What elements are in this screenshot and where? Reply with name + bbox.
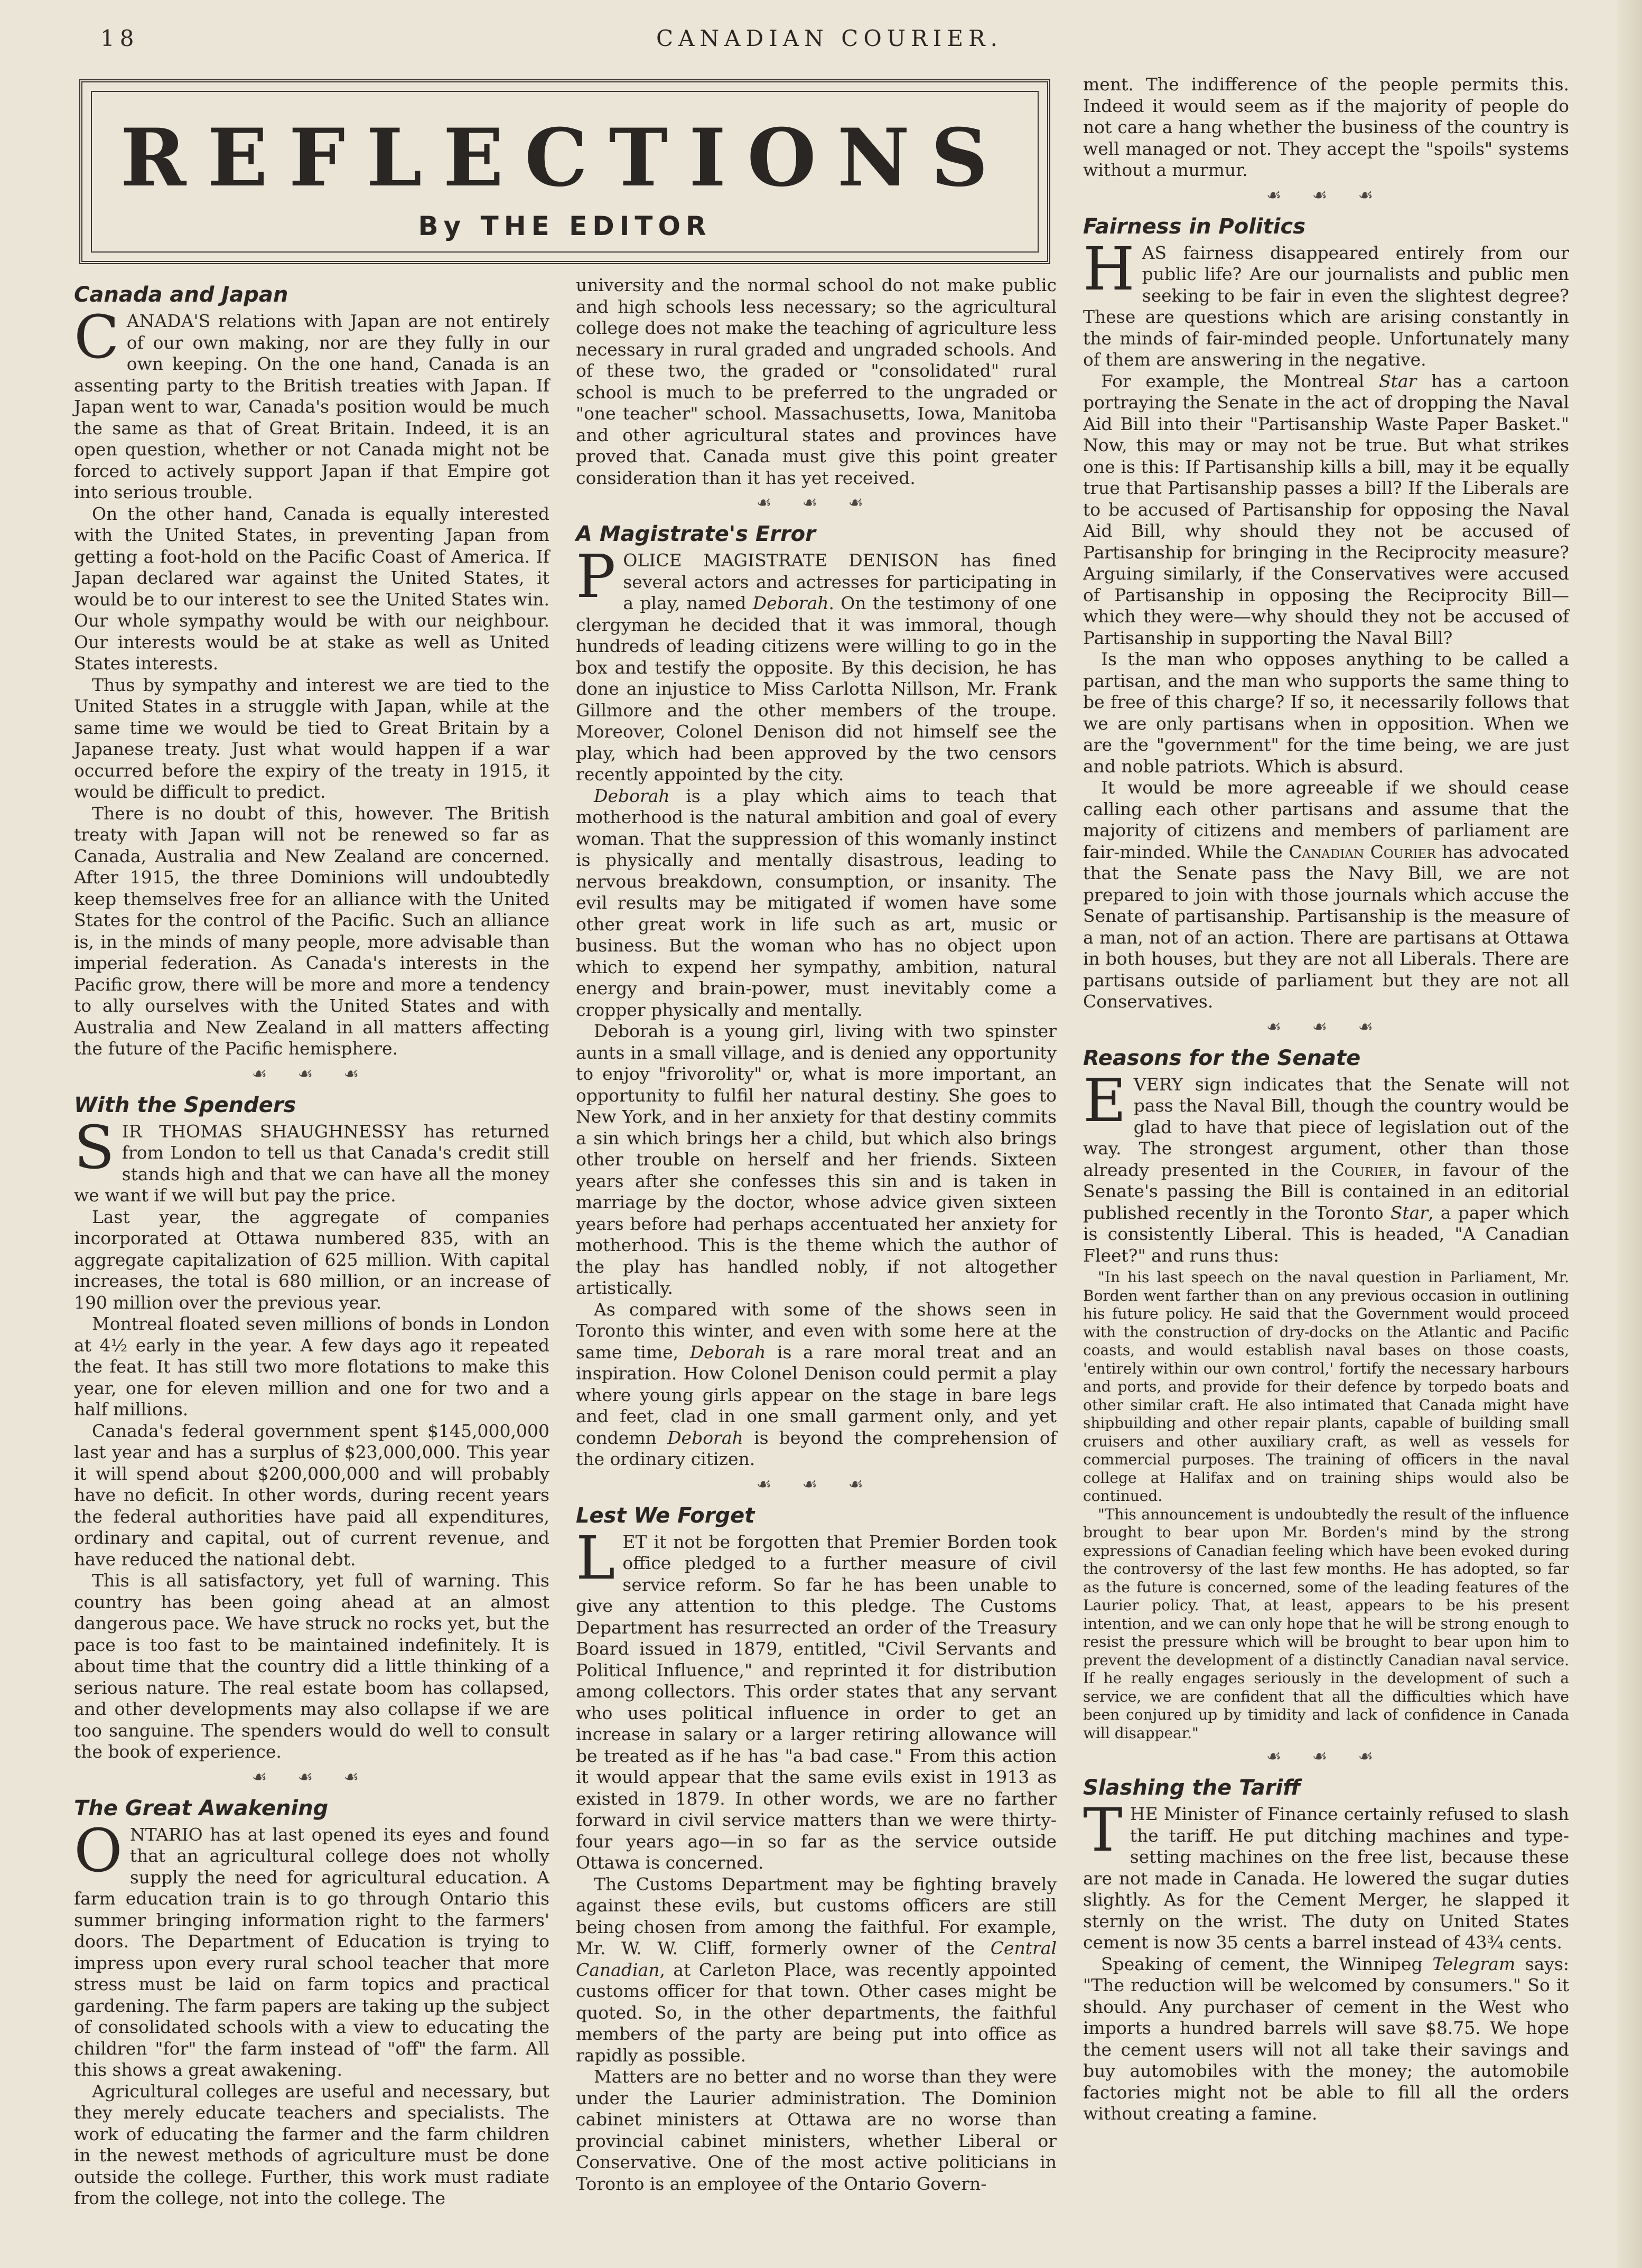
- masthead-box: [79, 79, 1050, 264]
- paragraph-text: , a paper which is consistently Liberal. This is headed, "A Canadian Fleet?" and runs thus:: [1083, 1202, 1569, 1266]
- paragraph: [1083, 235, 1569, 371]
- paragraph: Canada's federal government spent $145,000,000 last year and has a surplus of $23,000,000. This year it will spend about $200,000,000 and will probably have no deficit. In other words, during recent years the federal authorities have paid all expenditures, ordinary and capital, out of current revenue, and have reduced the national debt.: [74, 1420, 549, 1570]
- paragraph: There is no doubt of this, however. The British treaty with Japan will not be renewed so far as Canada, Australia and New Zealand are concerned. After 1915, the three Dominions will undoubtedly keep themselves free for an alliance with the United States for the control of the Pacific. Such an alliance is, in the minds of many people, more advisable than imperial federation. As Canada's interests in the Pacific grow, there will be more and more a tendency to ally ourselves with the United States and with Australia and New Zealand in all matters affecting the future of the Pacific hemisphere.: [74, 802, 549, 1059]
- paragraph-text: has a cartoon portraying the Senate in the act of dropping the Naval Aid Bill into their "Partisanship Waste Paper Basket." Now, this may or may not be true. But what strikes one is this: If Partisanship kills a bill, may it be equally true that Partisanship passes a bill? If the Liberals are to be accused of Partisanship for opposing the Naval Aid Bill, why should they not be accused of Partisanship for bringing in the Reciprocity measure? Arguing similarly, if the Conservatives were accused of Partisanship in opposing the Reciprocity Bill—which they were—why should they not be accused of Partisanship in supporting the Naval Bill?: [1083, 370, 1569, 648]
- paragraph: [1083, 1954, 1569, 2125]
- paragraph: [1083, 777, 1569, 1013]
- drop-cap: H: [1083, 235, 1135, 304]
- paragraph: [1083, 371, 1569, 649]
- paragraph: Last year, the aggregate of companies incorporated at Ottawa numbered 835, with an aggregate capitalization of 625 million. With capital increases, the total is 680 million, or an increase of 190 million over the previous year.: [74, 1206, 549, 1313]
- block-quote: [1083, 1268, 1569, 1742]
- drop-cap: E: [1083, 1066, 1126, 1135]
- newspaper-title: Star: [1378, 370, 1417, 391]
- paragraph-text: has advocated that the Senate pass the Navy Bill, we are not prepared to join with those journals which accuse the Senate of partisanship. Partisanship is the measure of a man, not of an action. There are partisans at Ottawa in both houses, but they are not all Liberals. There are partisans outside of parliament but they are not all Conservatives.: [1083, 841, 1569, 1012]
- paragraph: On the other hand, Canada is equally interested with the United States, in preventing Japan from getting a foot-hold on the Pacific Coast of America. If Japan declared war against the United States, it would be to our interest to see the United States win. Our whole sympathy would be with our neighbour. Our interests would be at stake as well as United States interests.: [74, 503, 549, 674]
- section-heading: A Magistrate's Error: [576, 522, 816, 546]
- section-ornament: ☙ ☙ ☙: [1266, 184, 1386, 205]
- section-heading: Canada and Japan: [74, 283, 288, 307]
- masthead-byline: By THE EDITOR: [418, 211, 712, 241]
- paragraph-text: It would be more agreeable if we should cease calling each other partisans and assume that the majority of citizens and members of parliament are fair-minded. While the: [1083, 777, 1569, 862]
- play-title: Deborah: [752, 593, 829, 613]
- paragraph: [576, 786, 1057, 1021]
- paragraph-text: . On the testimony of one clergyman he decided that it was immoral, though hundreds of leading citizens were willing to go in the box and testify the opposite. By this decision, he has done an injustice to Miss Carlotta Nillson, Mr. Frank Gillmore and the other members of the troupe. Moreover, Colonel Denison did not himself see the play, which had been approved by the two censors recently appointed by the city.: [576, 593, 1057, 785]
- paragraph: [576, 543, 1057, 786]
- section-ornament: ☙ ☙ ☙: [251, 1063, 372, 1084]
- section-heading: The Great Awakening: [74, 1796, 329, 1821]
- paragraph-text: AS fairness disappeared entirely from our public life? Are our journalists and public men seeking to be fair in even the slightest degree? These are questions which are arising constantly in the minds of fair-minded people. Unfortunately many of them are answering in the negative.: [1083, 242, 1569, 370]
- paragraph: Agricultural colleges are useful and necessary, but they merely educate teachers and specialists. The work of educating the farmer and the farm children in the newest methods of agriculture must be done outside the college. Further, this work must radiate from the college, not into the college. The: [74, 2080, 549, 2208]
- section-heading: Lest We Forget: [576, 1503, 755, 1528]
- drop-cap: S: [74, 1113, 115, 1182]
- section-heading: Fairness in Politics: [1083, 214, 1305, 239]
- page-number: 18: [100, 25, 139, 51]
- paragraph-text: The Customs Department may be fighting bravely against these evils, but customs officers are still being chosen from among the faithful. For example, Mr. W. W. Cliff, formerly owner of the: [576, 1873, 1057, 1958]
- paragraph-text: , at Carleton Place, was recently appointed customs officer for that town. Other cases might be quoted. So, in the other departments, the faithful members of the party are being put into office as rapidly as possible.: [576, 1959, 1057, 2066]
- paragraph-text: VERY sign indicates that the Senate will not pass the Naval Bill, though the country would be glad to have that piece of legislation out of the way. The strongest argument, other than those already presented in the: [1083, 1074, 1569, 1180]
- paragraph-text: , in favour of the Senate's passing the Bill is contained in an editorial published recently in the Toronto: [1083, 1159, 1569, 1223]
- paragraph-text: is a play which aims to teach that motherhood is the natural ambition and goal of every woman. That the suppression of this womanly instinct is physically and mentally disastrous, leading to nervous breakdown, consumption, or insanity. The evil results may be mitigated if women have some other great work in life such as art, music or business. But the woman who has no object upon which to expend her sympathy, ambition, natural energy and brain-power, must inevitably come a cropper physically and mentally.: [576, 785, 1057, 1020]
- drop-cap: C: [74, 303, 119, 372]
- section-ornament: ☙ ☙ ☙: [251, 1766, 372, 1787]
- page-crease: [1617, 0, 1642, 2268]
- paragraph: [576, 1299, 1057, 1470]
- paragraph-text: HE Minister of Finance certainly refused to slash the tariff. He put ditching machines and type-setting machines on the free list, because these are not made in Canada. He lowered the sugar duties slightly. As for the Cement Merger, he slapped it sternly on the wrist. The duty on United States cement is now 35 cents a barrel instead of 43¾ cents.: [1083, 1804, 1569, 1953]
- paragraph-text: ANADA'S relations with Japan are not entirely of our own making, nor are they fully in our own keeping. On the one hand, Canada is an assenting party to the British treaties with Japan. If Japan went to war, Canada's position would be much the same as that of Great Britain. Indeed, it is an open question, whether or not Canada might not be forced to actively support Japan if that Empire got into serious trouble.: [74, 311, 549, 502]
- paragraph: Is the man who opposes anything to be called a partisan, and the man who supports the same thing to be free of this charge? If so, it necessarily follows that we are only partisans when in opposition. When we are the "government" for the time being, we are just and noble patriots. Which is absurd.: [1083, 649, 1569, 777]
- section-ornament: ☙ ☙ ☙: [1266, 1746, 1386, 1766]
- quote-paragraph: "This announcement is undoubtedly the result of the influence brought to bear upon Mr. Borden's mind by the strong expressions of Canadian feeling which have been evoked during the controversy of the last few months. He has adopted, so far as the future is concerned, some of the leading features of the Laurier policy. That, at least, appears to be his present intention, and we can only hope that he will be strong enough to resist the pressure which will be brought to bear upon him to prevent the development of a distinctly Canadian naval service. If he really engages seriously in the development of such a service, we are confident that all the difficulties which have been conjured up by timidity and lack of confidence in Canada will disappear.": [1083, 1505, 1569, 1742]
- paragraph: Deborah is a young girl, living with two spinster aunts in a small village, and is denied any opportunity to enjoy "frivorolity" or, what is more important, an opportunity to fulfil her natural destiny. She goes to New York, and in her anxiety for that destiny commits a sin which brings her a child, but which also brings other trouble on herself and her friends. Sixteen years after she confesses this sin and is taken in marriage by the doctor, whose advice given sixteen years before had perhaps accentuated her anxiety for motherhood. This is the theme which the author of the play has handled nobly, if not altogether artistically.: [576, 1021, 1057, 1298]
- paragraph-text: ET it not be forgotten that Premier Borden took office pledged to a further measure of civil service reform. So far he has been unable to give any attention to this pledge. The Customs Department has resurrected an order of the Treasury Board issued in 1879, entitled, "Civil Servants and Political Influence," and reprinted it for distribution among collectors. This order states that any servant who uses political influence in order to get an increase in salary or a larger retiring allowance will be treated as if he has "a bad case." From this action it would appear that the same evils exist in 1913 as existed in 1879. In other words, we are no farther forward in civil service matters than we were thirty-four years ago—in so far as the service outside Ottawa is concerned.: [576, 1531, 1057, 1873]
- play-title: Deborah: [667, 1427, 743, 1448]
- paragraph: ment. The indifference of the people permits this. Indeed it would seem as if the majority of people do not care a hang whether the business of the country is well managed or not. They accept the "spoils" systems without a murmur.: [1083, 74, 1569, 180]
- newspaper-title: Central Canadian: [576, 1938, 1057, 1980]
- section-heading: Slashing the Tariff: [1083, 1776, 1301, 1800]
- section-ornament: ☙ ☙ ☙: [756, 1473, 876, 1494]
- paragraph: [1083, 1796, 1569, 1954]
- paragraph: Thus by sympathy and interest we are tied to the United States in a struggle with Japan, while at the same time we would be tied to Great Britain by a Japanese treaty. Just what would happen if a war occurred before the expiry of the treaty in 1915, it would be difficult to predict.: [74, 674, 549, 802]
- publication-name: Courier: [1331, 1159, 1397, 1180]
- drop-cap: T: [1083, 1796, 1123, 1865]
- paragraph: [74, 1816, 549, 2081]
- column-2: [576, 275, 1057, 2195]
- drop-cap: L: [576, 1524, 615, 1593]
- play-title: Deborah: [594, 785, 670, 806]
- paragraph-text: is a rare moral treat and an inspiration. How Colonel Denison could permit a play where young girls appear on the stage in bare legs and feet, clad in one small garment only, and yet condemn: [576, 1341, 1057, 1448]
- paragraph: [74, 303, 549, 503]
- paragraph: This is all satisfactory, yet full of warning. This country has been going ahead at an almost dangerous pace. We have struck no rocks yet, but the pace is too fast to be maintained indefinitely. It is about time that the country did a little thinking of a serious nature. The real estate boom has collapsed, and other developments may also collapse if we are too sanguine. The spenders would do well to consult the book of experience.: [74, 1570, 549, 1762]
- play-title: Deborah: [689, 1341, 766, 1362]
- paragraph: [1083, 1066, 1569, 1267]
- drop-cap: O: [74, 1816, 123, 1886]
- section-heading: With the Spenders: [74, 1093, 296, 1117]
- paragraph-text: says: "The reduction will be welcomed by consumers." So it should. Any purchaser of cement in the West who imports a hundred barrels will save $8.75. We hope the cement users will not all take their savings and buy automobiles with the money; the automobile factories might not be able to fill all the orders without creating a famine.: [1083, 1953, 1569, 2124]
- paragraph-text: For example, the Montreal: [1101, 370, 1379, 391]
- column-1: [74, 275, 549, 2209]
- paragraph: Matters are no better and no worse than they were under the Laurier administration. The Dominion cabinet ministers at Ottawa are no worse than provincial cabinet ministers, whether Liberal or Conservative. One of the most active politicians in Toronto is an employee of the Ontario Govern-: [576, 2066, 1057, 2194]
- masthead-inner-border: [91, 91, 1039, 253]
- paragraph-text: is beyond the comprehension of the ordinary citizen.: [576, 1427, 1057, 1469]
- publication-title: CANADIAN COURIER.: [656, 25, 1003, 51]
- paragraph-text: NTARIO has at last opened its eyes and found that an agricultural college does not wholly supply the need for agricultural education. A farm education train is to go through Ontario this summer bringing information right to the farmers' doors. The Department of Education is trying to impress upon every rural school teacher that more stress must be laid on farm topics and practical gardening. The farm papers are taking up the subject of consolidated schools with a view to educating the children "for" the farm instead of "off" the farm. All this shows a great awakening.: [74, 1824, 549, 2080]
- column-3: [1083, 74, 1569, 2125]
- paragraph: [576, 1524, 1057, 1874]
- paragraph-text: IR THOMAS SHAUGHNESSY has returned from London to tell us that Canada's credit still stands high and that we can have all the money we want if we will but pay the price.: [74, 1121, 549, 1206]
- paragraph-text: OLICE MAGISTRATE DENISON has fined several actors and actresses for participating in a play, named: [623, 550, 1057, 613]
- running-head: [100, 25, 1559, 57]
- section-heading: Reasons for the Senate: [1083, 1046, 1361, 1070]
- section-ornament: ☙ ☙ ☙: [756, 492, 876, 512]
- paragraph-text: As compared with some of the shows seen in Toronto this winter, and even with some here at the same time,: [576, 1299, 1057, 1362]
- newspaper-title: Telegram: [1432, 1953, 1516, 1974]
- newspaper-title: Star: [1390, 1202, 1429, 1223]
- paragraph: Montreal floated seven millions of bonds in London at 4½ early in the year. A few days ago it repeated the feat. It has still two more flotations to make this year, one for eleven million and one for two and a half millions.: [74, 1313, 549, 1420]
- paragraph: university and the normal school do not make public and high schools less necessary; so the agricultural college does not make the teaching of agriculture less necessary in rural graded and ungraded schools. And of these two, the graded or "consolidated" rural school is much to be preferred to the ungraded or "one teacher" school. Massachusetts, Iowa, Manitoba and other agricultural states and provinces have proved that. Canada must give this point greater consideration than it has yet received.: [576, 275, 1057, 488]
- section-ornament: ☙ ☙ ☙: [1266, 1016, 1386, 1037]
- paragraph: [74, 1113, 549, 1207]
- publication-name: Canadian Courier: [1289, 841, 1436, 862]
- paragraph: [576, 1874, 1057, 2067]
- paragraph-text: Speaking of cement, the Winnipeg: [1101, 1953, 1433, 1974]
- drop-cap: P: [576, 543, 616, 611]
- masthead-title: REFLECTIONS: [120, 111, 1010, 204]
- quote-paragraph: "In his last speech on the naval question in Parliament, Mr. Borden went farther than on any previous occasion in outlining his future policy. He said that the Government would proceed with the construction of dry-docks on the Atlantic and Pacific coasts, and would establish naval bases on those coasts, 'entirely within our own control,' fortify the necessary harbours and ports, and provide for their defence by torpedo boats and other similar craft. He also intimated that Canada might have shipbuilding and other repair plants, capable of building small cruisers and other auxiliary craft, as well as vessels for commercial purposes. The training of officers in the naval college at Halifax and on training ships would also be continued.: [1083, 1268, 1569, 1505]
